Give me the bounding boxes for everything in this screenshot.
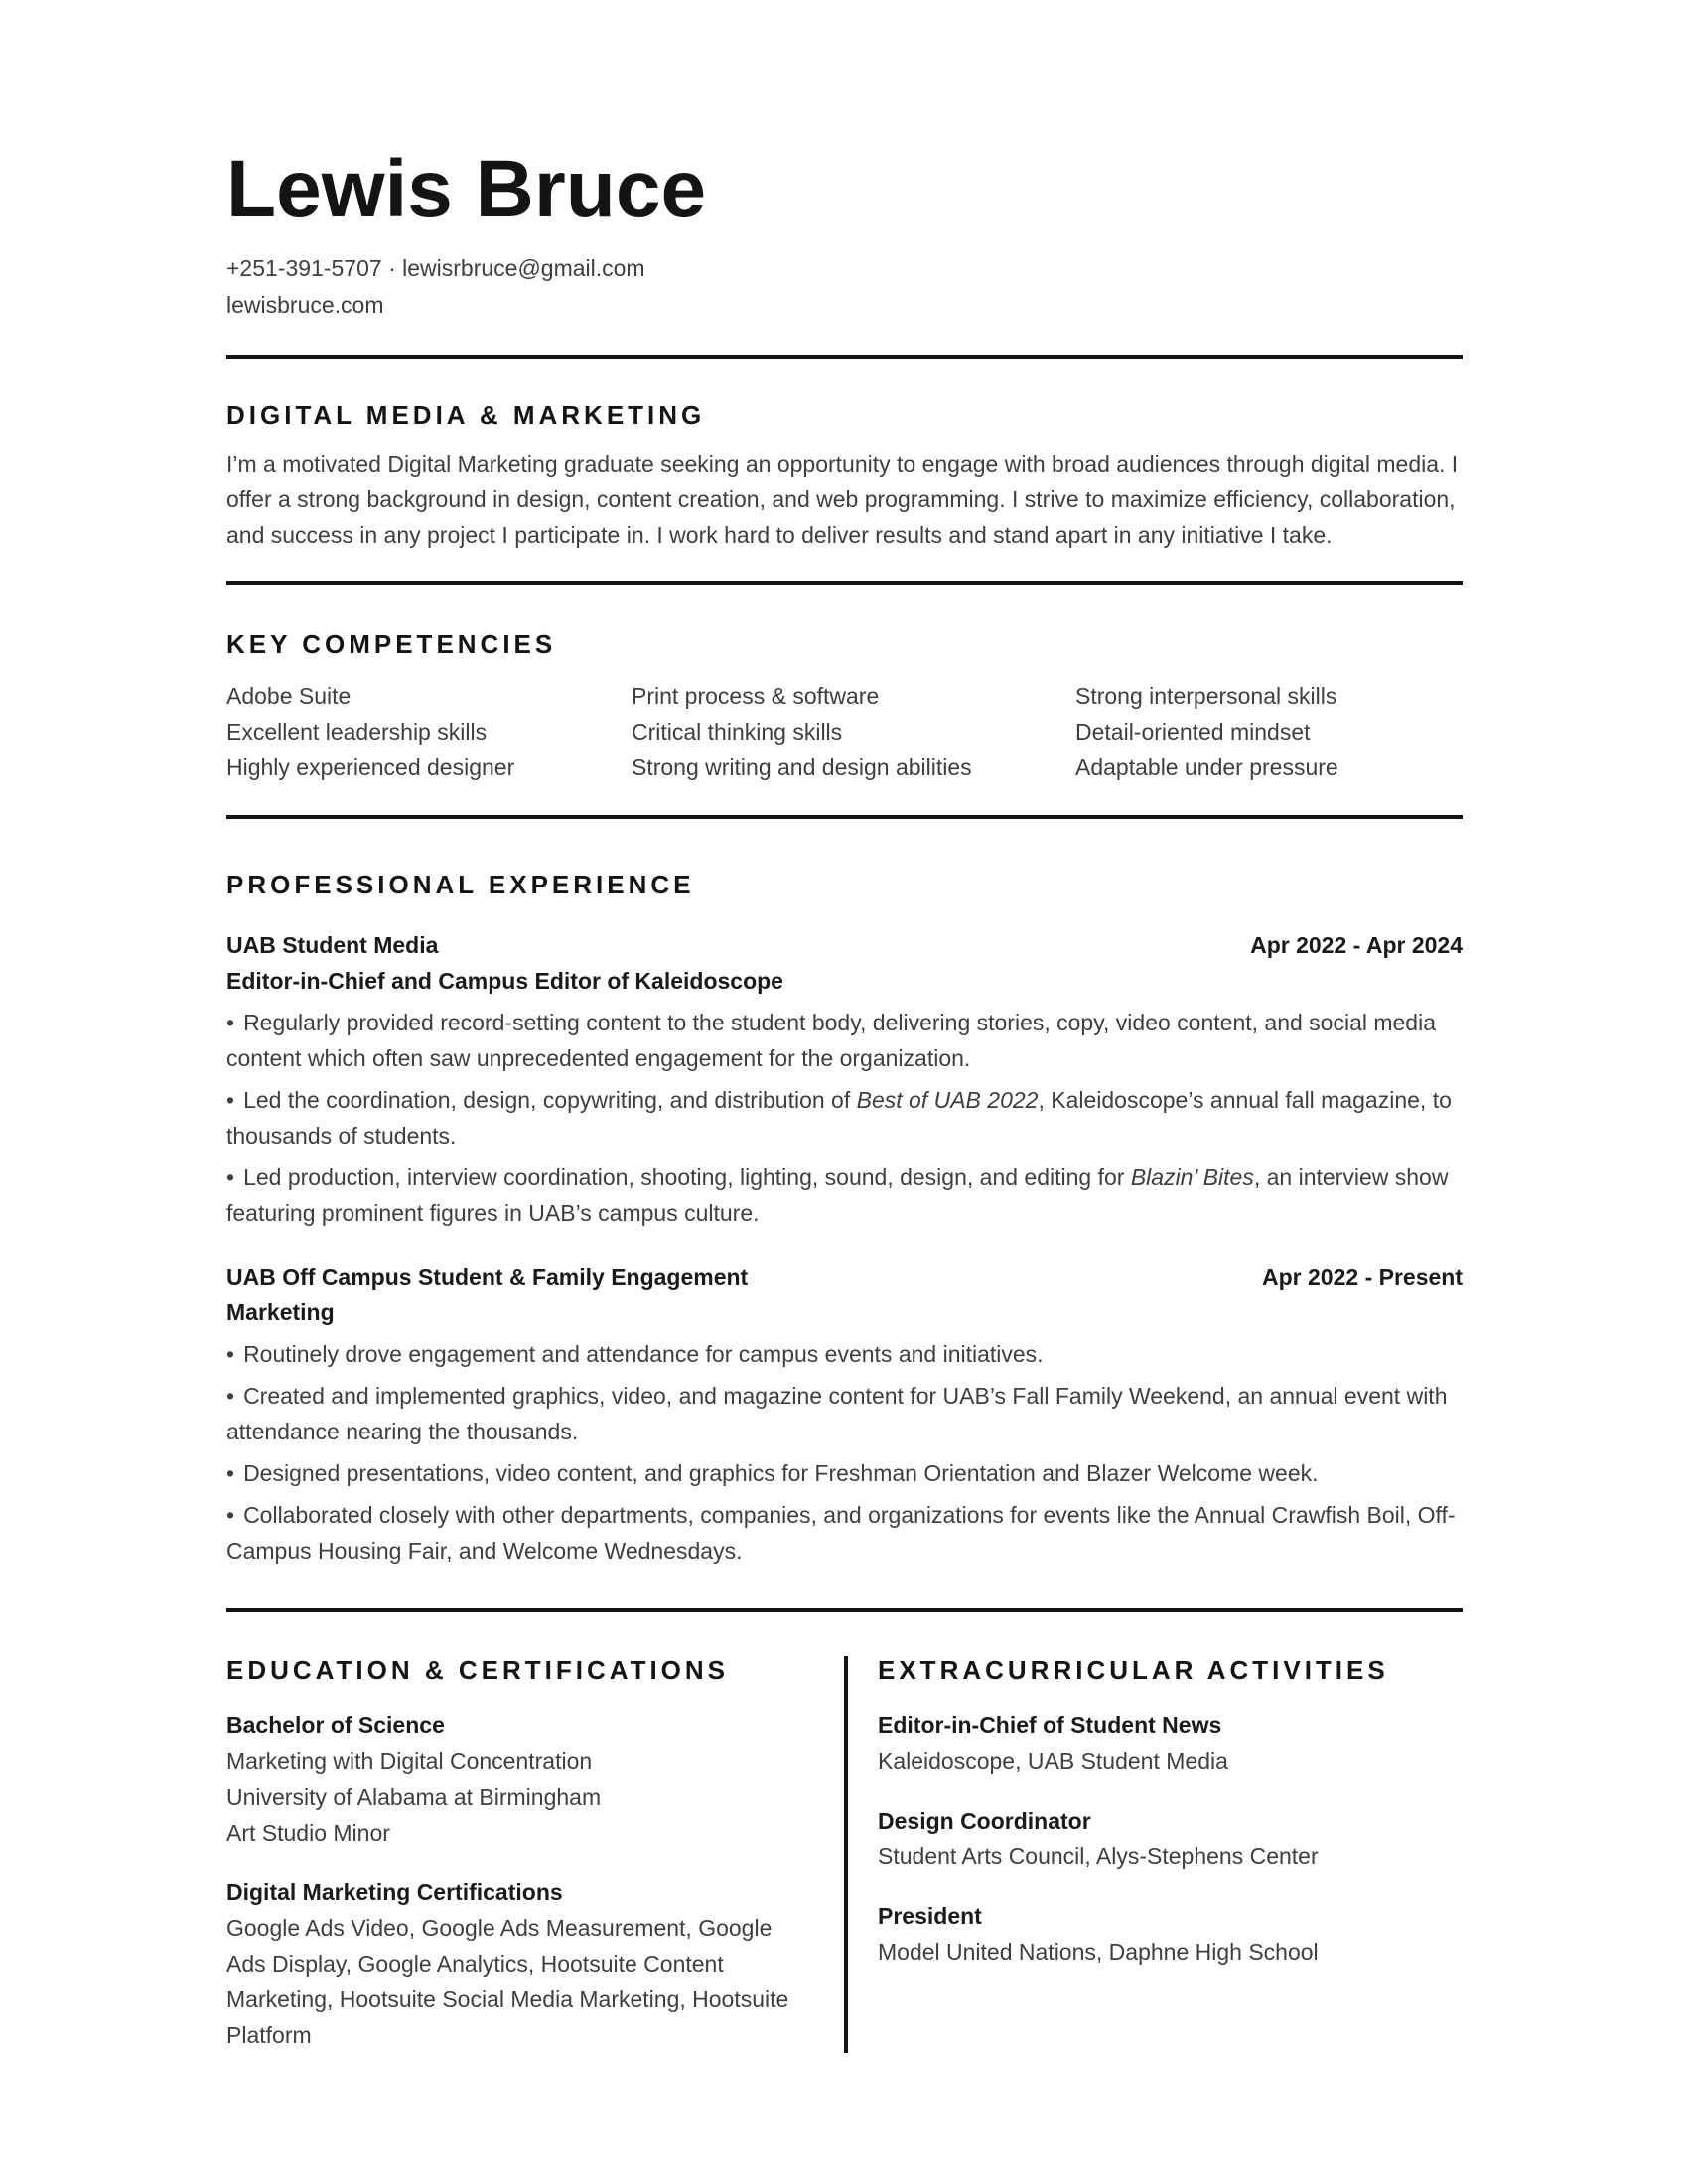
competency-item: Print process & software <box>632 683 880 710</box>
competency-item: Critical thinking skills <box>632 719 843 746</box>
bullet-marker: • <box>226 1163 235 1190</box>
section-divider <box>226 815 1463 819</box>
extracurricular-heading: EXTRACURRICULAR ACTIVITIES <box>878 1654 1389 1685</box>
job-bullet <box>226 1497 1463 1569</box>
activity-detail: Kaleidoscope, UAB Student Media <box>878 1748 1228 1775</box>
job-bullet <box>226 1378 1463 1449</box>
competency-item: Highly experienced designer <box>226 754 515 781</box>
bullet-text: Routinely drove engagement and attendance for campus events and initiatives. <box>243 1340 1044 1367</box>
degree-line: University of Alabama at Birmingham <box>226 1784 602 1811</box>
education-item <box>226 1707 810 1850</box>
job-bullet <box>226 1160 1463 1231</box>
job-bullet <box>226 1455 1463 1491</box>
contact-line-1 <box>226 250 1463 287</box>
section-divider <box>226 355 1463 359</box>
competency-item: Strong writing and design abilities <box>632 754 972 781</box>
person-name: Lewis Bruce <box>226 144 707 234</box>
competencies-section <box>226 630 1463 786</box>
contact-phone: +251-391-5707 <box>226 255 382 282</box>
degree-title: Bachelor of Science <box>226 1712 445 1739</box>
activity-title: President <box>878 1903 982 1930</box>
bullet-marker: • <box>226 1382 235 1409</box>
job-bullet <box>226 1005 1463 1076</box>
contact-email: lewisrbruce@gmail.com <box>402 255 645 282</box>
job-entry <box>226 1259 1463 1569</box>
summary-heading: DIGITAL MEDIA & MARKETING <box>226 400 706 431</box>
education-section <box>226 1656 810 2054</box>
education-item <box>226 1874 810 2053</box>
contact-website: lewisbruce.com <box>226 292 384 319</box>
bullet-marker: • <box>226 1009 235 1035</box>
competencies-heading: KEY COMPETENCIES <box>226 628 557 659</box>
bullet-marker: • <box>226 1086 235 1113</box>
degree-line: Art Studio Minor <box>226 1820 390 1846</box>
job-entry <box>226 927 1463 1231</box>
competency-item: Adaptable under pressure <box>1075 754 1338 781</box>
competency-item: Excellent leadership skills <box>226 719 488 746</box>
competencies-grid <box>226 678 1463 785</box>
activity-detail: Model United Nations, Daphne High School <box>878 1939 1319 1966</box>
job-dates: Apr 2022 - Apr 2024 <box>1250 931 1463 958</box>
bullet-text: Created and implemented graphics, video, and magazine content for UAB’s Fall Family Weekend, an annual event with attendance nearing the thousands. <box>226 1382 1448 1444</box>
certifications-title: Digital Marketing Certifications <box>226 1879 563 1906</box>
bullet-marker: • <box>226 1340 235 1367</box>
degree-line: Marketing with Digital Concentration <box>226 1748 593 1775</box>
bottom-columns <box>226 1656 1463 2054</box>
bullet-text: Led production, interview coordination, shooting, lighting, sound, design, and editing for Blazin’ Bites, an interview show featuring prominent figures in UAB’s campus culture. <box>226 1163 1449 1226</box>
bullet-text: Collaborated closely with other departments, companies, and organizations for events like the Annual Crawfish Boil, Off-Campus Housing Fair, and Welcome Wednesdays. <box>226 1501 1456 1564</box>
competency-item: Detail-oriented mindset <box>1075 719 1311 746</box>
job-company: UAB Off Campus Student & Family Engagement <box>226 1263 749 1290</box>
education-heading: EDUCATION & CERTIFICATIONS <box>226 1654 730 1685</box>
bullet-text: Regularly provided record-setting content to the student body, delivering stories, copy, video content, and social media content which often saw unprecedented engagement for the organization. <box>226 1009 1437 1071</box>
summary-section <box>226 401 1463 553</box>
bullet-marker: • <box>226 1501 235 1528</box>
activity-item <box>878 1803 1463 1874</box>
activity-title: Design Coordinator <box>878 1808 1091 1835</box>
vertical-divider <box>844 1656 848 2054</box>
bullet-marker: • <box>226 1459 235 1486</box>
job-title: Marketing <box>226 1298 335 1325</box>
activity-detail: Student Arts Council, Alys-Stephens Center <box>878 1843 1319 1870</box>
activity-item <box>878 1707 1463 1779</box>
experience-section <box>226 871 1463 1569</box>
competency-item: Strong interpersonal skills <box>1075 683 1337 710</box>
bullet-text: Designed presentations, video content, and graphics for Freshman Orientation and Blazer Welcome week. <box>243 1459 1319 1486</box>
job-bullet <box>226 1082 1463 1154</box>
job-bullet <box>226 1336 1463 1372</box>
job-title: Editor-in-Chief and Campus Editor of Kaleidoscope <box>226 967 783 994</box>
contact-block <box>226 250 1463 324</box>
section-divider <box>226 1608 1463 1612</box>
activity-item <box>878 1898 1463 1970</box>
competency-item: Adobe Suite <box>226 683 352 710</box>
extracurricular-section <box>878 1656 1463 2054</box>
section-divider <box>226 581 1463 585</box>
summary-paragraph: I’m a motivated Digital Marketing graduate seeking an opportunity to engage with broad audiences through digital media. I offer a strong background in design, content creation, and web programming. I strive to maximize efficiency, collaboration, and success in any project I participate in. I work hard to deliver results and stand apart in any initiative I take. <box>226 450 1459 548</box>
job-dates: Apr 2022 - Present <box>1262 1263 1463 1290</box>
job-company: UAB Student Media <box>226 931 439 958</box>
certifications-list: Google Ads Video, Google Ads Measurement, Google Ads Display, Google Analytics, Hootsuite Content Marketing, Hootsuite Social Media Marketing, Hootsuite Platform <box>226 1915 789 2049</box>
bullet-text: Led the coordination, design, copywriting, and distribution of Best of UAB 2022, Kaleidoscope’s annual fall magazine, to thousands of students. <box>226 1086 1452 1149</box>
job-header <box>226 1259 1463 1295</box>
activity-title: Editor-in-Chief of Student News <box>878 1712 1222 1739</box>
experience-heading: PROFESSIONAL EXPERIENCE <box>226 870 695 900</box>
job-header <box>226 927 1463 963</box>
contact-separator: · <box>388 255 396 282</box>
